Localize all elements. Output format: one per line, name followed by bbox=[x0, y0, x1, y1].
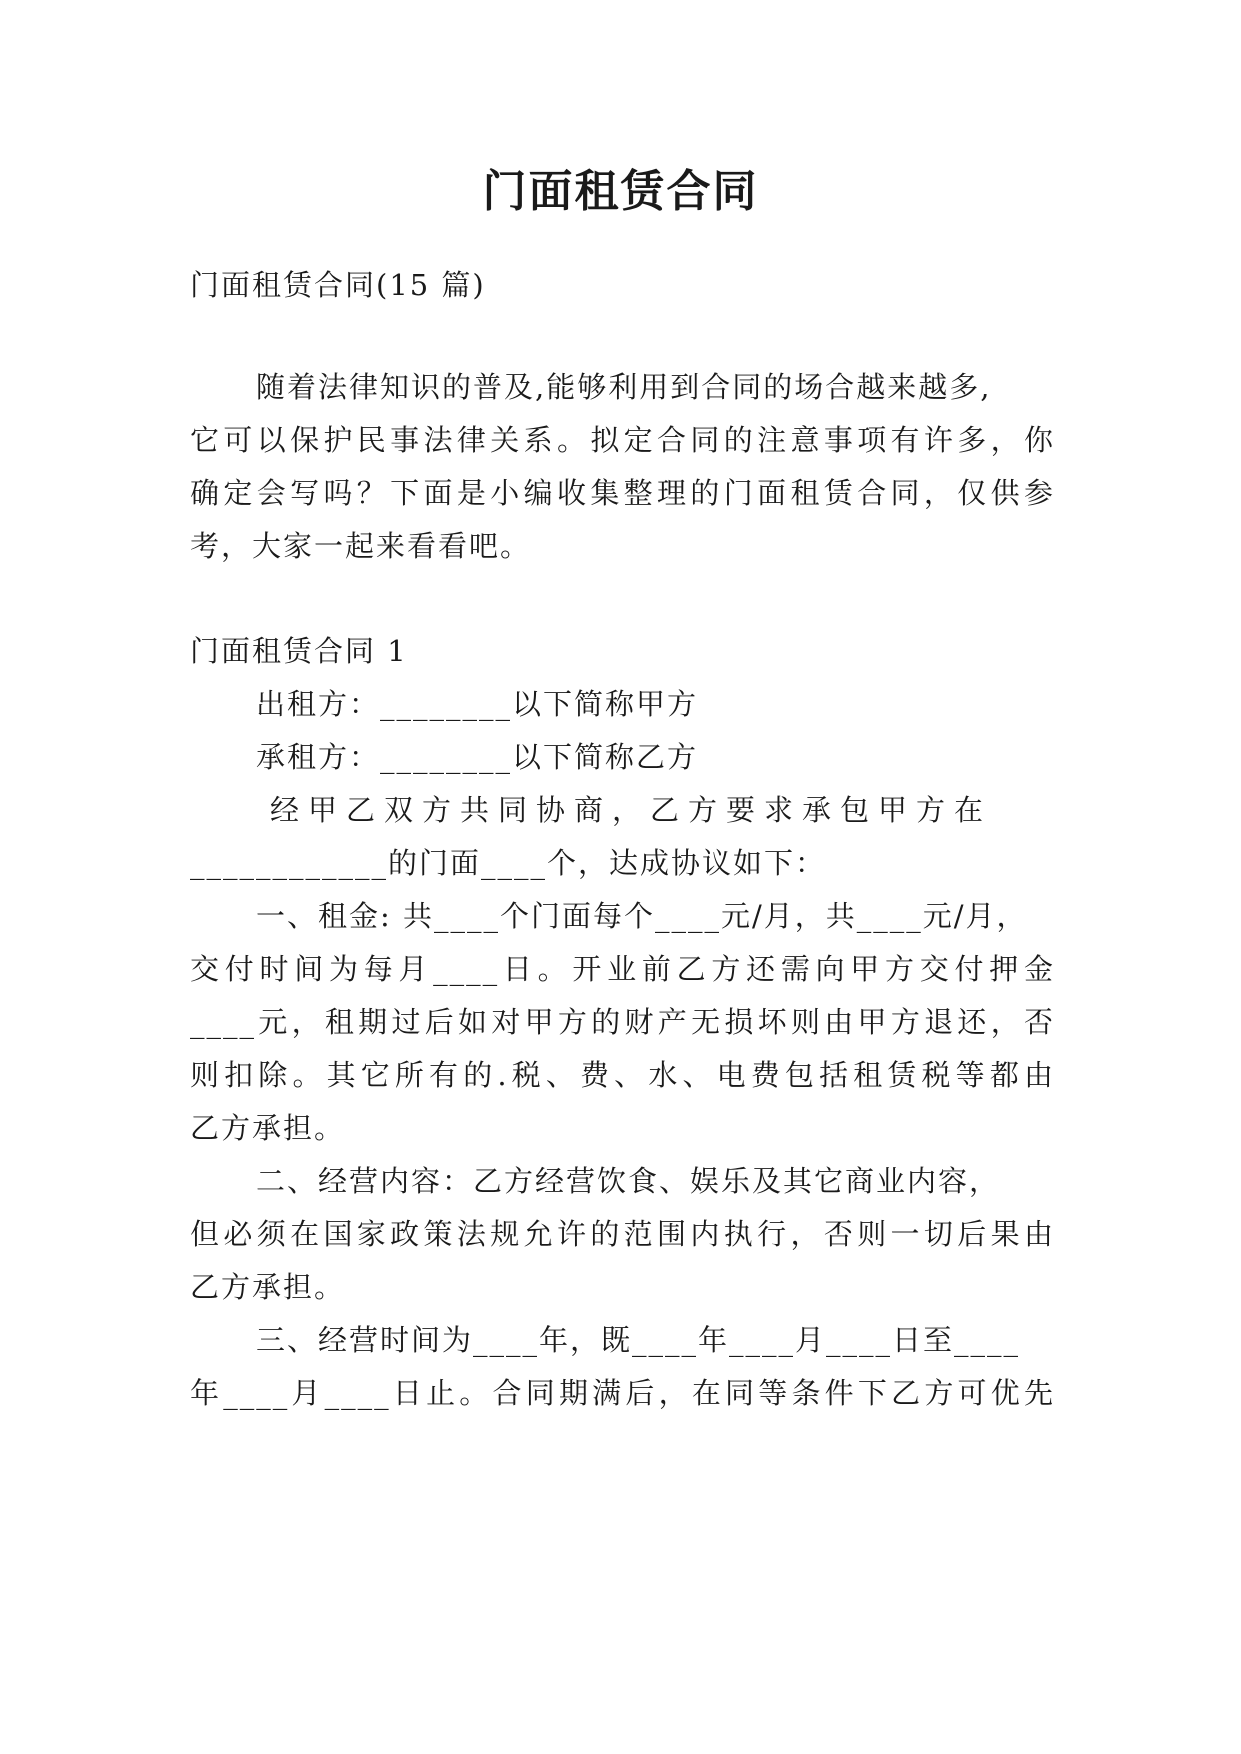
body-line-7: 乙方承担。 bbox=[190, 1111, 346, 1145]
body-line-4: 交付时间为每月____日。开业前乙方还需向甲方交付押金 bbox=[190, 952, 1055, 986]
lessor-line: 出租方：________以下简称甲方 bbox=[256, 687, 699, 721]
body-line-5: ____元，租期过后如对甲方的财产无损坏则由甲方退还，否 bbox=[190, 1005, 1055, 1039]
section-heading: 门面租赁合同 1 bbox=[190, 634, 408, 668]
document-subtitle: 门面租赁合同(15 篇) bbox=[190, 268, 486, 302]
intro-line-1: 随着法律知识的普及,能够利用到合同的场合越来越多, bbox=[256, 370, 992, 404]
body-line-8: 二、经营内容：乙方经营饮食、娱乐及其它商业内容， bbox=[256, 1164, 1001, 1198]
body-line-2: ____________的门面____个，达成协议如下： bbox=[190, 846, 827, 880]
intro-line-2: 它可以保护民事法律关系。拟定合同的注意事项有许多，你 bbox=[190, 423, 1055, 457]
intro-line-3: 确定会写吗？下面是小编收集整理的门面租赁合同，仅供参 bbox=[190, 476, 1055, 510]
body-line-3: 一、租金: 共____个门面每个____元/月，共____元/月， bbox=[256, 899, 1028, 933]
body-line-9: 但必须在国家政策法规允许的范围内执行，否则一切后果由 bbox=[190, 1217, 1055, 1251]
body-line-12: 年____月____日止。合同期满后，在同等条件下乙方可优先 bbox=[190, 1376, 1055, 1410]
body-line-10: 乙方承担。 bbox=[190, 1270, 346, 1304]
body-line-1: 经甲乙双方共同协商，乙方要求承包甲方在 bbox=[270, 793, 993, 827]
intro-line-4: 考，大家一起来看看吧。 bbox=[190, 529, 532, 563]
body-line-6: 则扣除。其它所有的.税、费、水、电费包括租赁税等都由 bbox=[190, 1058, 1055, 1092]
body-line-11: 三、经营时间为____年，既____年____月____日至____ bbox=[256, 1323, 1021, 1357]
lessee-line: 承租方：________以下简称乙方 bbox=[256, 740, 699, 774]
page-title: 门面租赁合同 bbox=[482, 166, 759, 217]
